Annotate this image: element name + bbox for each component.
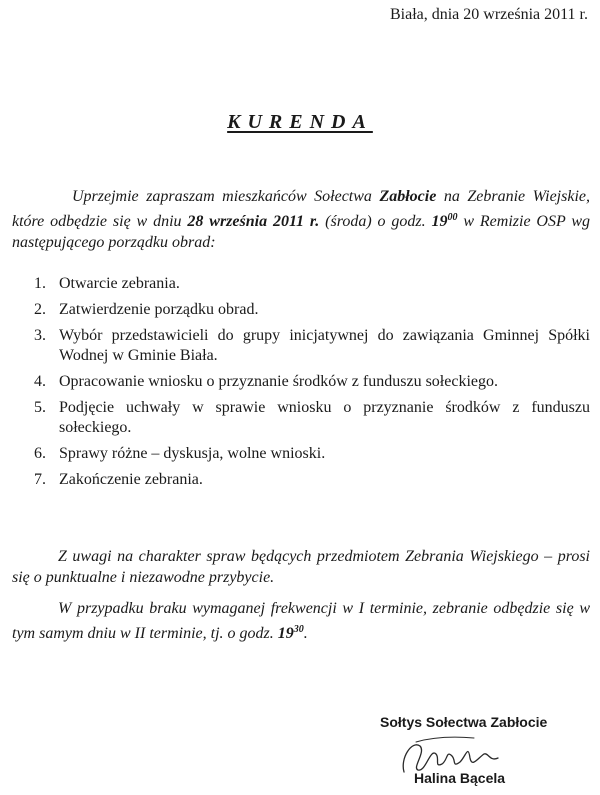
meeting-hour [432,213,458,230]
agenda-item [34,398,590,438]
agenda-item [34,372,590,392]
meeting-date: 28 września 2011 r. [187,213,320,230]
meeting-hour-min: 00 [447,212,458,223]
closing-section [12,546,590,654]
agenda-item-text: Otwarcie zebrania. [59,275,180,292]
agenda-item-number: 4. [34,373,46,390]
closing-paragraph-2-end: . [303,625,308,642]
second-term-hour [278,625,304,642]
agenda-item [34,470,590,490]
closing-paragraph-2-text: W przypadku braku wymaganej frekwencji w I terminie, zebranie odbędzie się w tym samym dniu w II terminie, tj. o godz. [12,600,590,642]
agenda-item-text: Sprawy różne – dyskusja, wolne wnioski. [59,445,326,462]
agenda-item-text: Zakończenie zebrania. [59,471,203,488]
intro-text-1: Uprzejmie zapraszam mieszkańców Sołectwa [72,188,380,205]
agenda-item-text: Zatwierdzenie porządku obrad. [59,301,259,318]
agenda-item-number: 2. [34,301,46,318]
closing-paragraph-2 [12,598,590,644]
agenda-list [34,274,590,490]
agenda-item-text: Podjęcie uchwały w sprawie wniosku o przyznanie środków z funduszu sołeckiego. [59,399,590,436]
agenda-item-number: 3. [34,327,46,344]
agenda-item-number: 1. [34,275,46,292]
signer-title: Sołtys Sołectwa Zabłocie [380,714,548,730]
agenda-item-number: 5. [34,399,46,416]
second-term-hour-min: 30 [293,624,304,635]
intro-text-4: w Remizie OSP wg następującego porządku obrad: [12,213,591,251]
agenda-item [34,274,590,294]
agenda-item-number: 6. [34,445,46,462]
meeting-hour-h: 19 [431,213,448,230]
second-term-hour-h: 19 [277,625,294,642]
agenda-item [34,300,590,320]
agenda-item [34,326,590,366]
intro-text-3: (środa) o godz. [319,213,432,230]
date-line: Biała, dnia 20 września 2011 r. [389,6,588,23]
signer-name: Halina Bącela [414,770,506,786]
closing-paragraph-1: Z uwagi na charakter spraw będących przedmiotem Zebrania Wiejskiego – prosi się o punktualne i niezawodne przybycie. [12,548,590,586]
village-name: Zabłocie [379,188,437,205]
intro-text-2: na Zebranie Wiejskie, które odbędzie się w dniu [12,188,590,230]
agenda-item [34,444,590,464]
invitation-paragraph [12,186,590,253]
agenda-item-text: Wybór przedstawicieli do grupy inicjatywnej do zawiązania Gminnej Spółki Wodnej w Gminie Biała. [59,327,590,364]
document-title: KURENDA [227,111,373,133]
agenda-item-number: 7. [34,471,46,488]
agenda-item-text: Opracowanie wniosku o przyznanie środków z funduszu sołeckiego. [59,373,498,390]
